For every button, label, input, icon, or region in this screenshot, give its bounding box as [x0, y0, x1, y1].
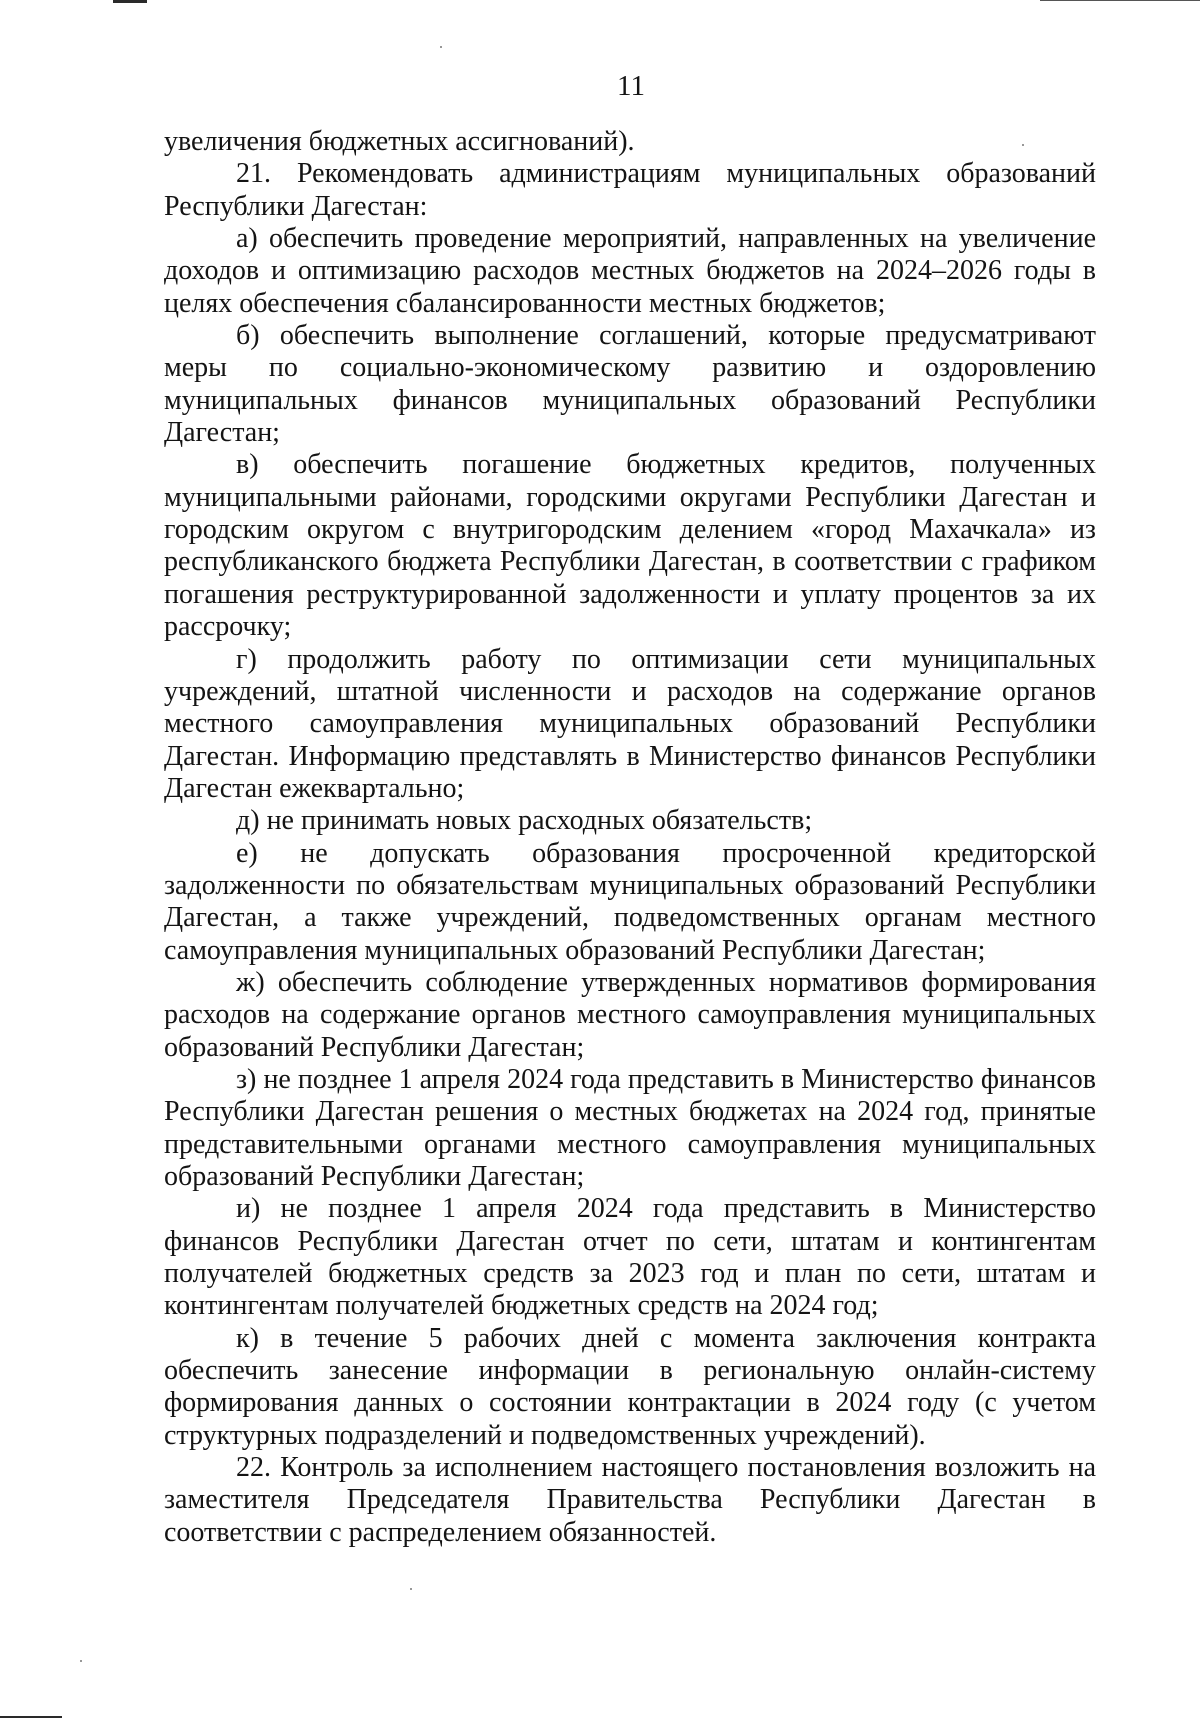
paragraph-subitem-zh: ж) обеспечить соблюдение утвержденных нормативов формирования расходов на содержание органов местного самоуправления муниципальных образований Республики Дагестан;: [164, 966, 1096, 1063]
scan-artifact: [113, 0, 147, 3]
paragraph-item-21: 21. Рекомендовать администрациям муниципальных образований Республики Дагестан:: [164, 158, 1096, 222]
scan-artifact: [1040, 0, 1200, 1]
document-body: [164, 126, 1096, 1549]
scan-artifact: [0, 1716, 62, 1718]
page-number: 11: [617, 70, 645, 102]
paragraph-subitem-a: а) обеспечить проведение мероприятий, направленных на увеличение доходов и оптимизацию расходов местных бюджетов на 2024–2026 годы в целях обеспечения сбалансированности местных бюджетов;: [164, 223, 1096, 319]
paragraph-subitem-b: б) обеспечить выполнение соглашений, которые предусматривают меры по социально-экономическому развитию и оздоровлению муниципальных финансов муниципальных образований Республики Дагестан;: [164, 320, 1096, 449]
paragraph-subitem-e: е) не допускать образования просроченной кредиторской задолженности по обязательствам муниципальных образований Республики Дагестан, а также учреждений, подведомственных органам местного самоуправления муниципальных образований Республики Дагестан;: [164, 837, 1096, 966]
paragraph-subitem-k: к) в течение 5 рабочих дней с момента заключения контракта обеспечить занесение информации в региональную онлайн-систему формирования данных о состоянии контрактации в 2024 году (с учетом структурных подразделений и подведомственных учреждений).: [164, 1322, 1096, 1451]
paragraph-subitem-z: з) не позднее 1 апреля 2024 года представить в Министерство финансов Республики Дагестан решения о местных бюджетах на 2024 год, принятые представительными органами местного самоуправления муниципальных образований Республики Дагестан;: [164, 1063, 1096, 1192]
paragraph-continuation: увеличения бюджетных ассигнований).: [164, 126, 635, 157]
paragraph-subitem-v: в) обеспечить погашение бюджетных кредитов, полученных муниципальными районами, городскими округами Республики Дагестан и городским округом с внутригородским делением «город Махачкала» из республиканского бюджета Республики Дагестан, в соответствии с графиком погашения реструктурированной задолженности и уплату процентов за их рассрочку;: [164, 449, 1096, 643]
paragraph-item-22: 22. Контроль за исполнением настоящего постановления возложить на заместителя Председателя Правительства Республики Дагестан в соответствии с распределением обязанностей.: [164, 1452, 1096, 1548]
paragraph-subitem-d: д) не принимать новых расходных обязательств;: [236, 805, 813, 837]
paragraph-subitem-g: г) продолжить работу по оптимизации сети муниципальных учреждений, штатной численности и расходов на содержание органов местного самоуправления муниципальных образований Республики Дагестан. Информацию представлять в Министерство финансов Республики Дагестан ежеквартально;: [164, 643, 1096, 804]
scan-speck: [440, 46, 442, 48]
scan-speck: [80, 1660, 82, 1662]
scan-speck: [410, 1588, 412, 1590]
paragraph-subitem-i: и) не позднее 1 апреля 2024 года представить в Министерство финансов Республики Дагестан отчет по сети, штатам и контингентам получателей бюджетных средств за 2023 год и план по сети, штатам и контингентам получателей бюджетных средств на 2024 год;: [164, 1193, 1096, 1322]
